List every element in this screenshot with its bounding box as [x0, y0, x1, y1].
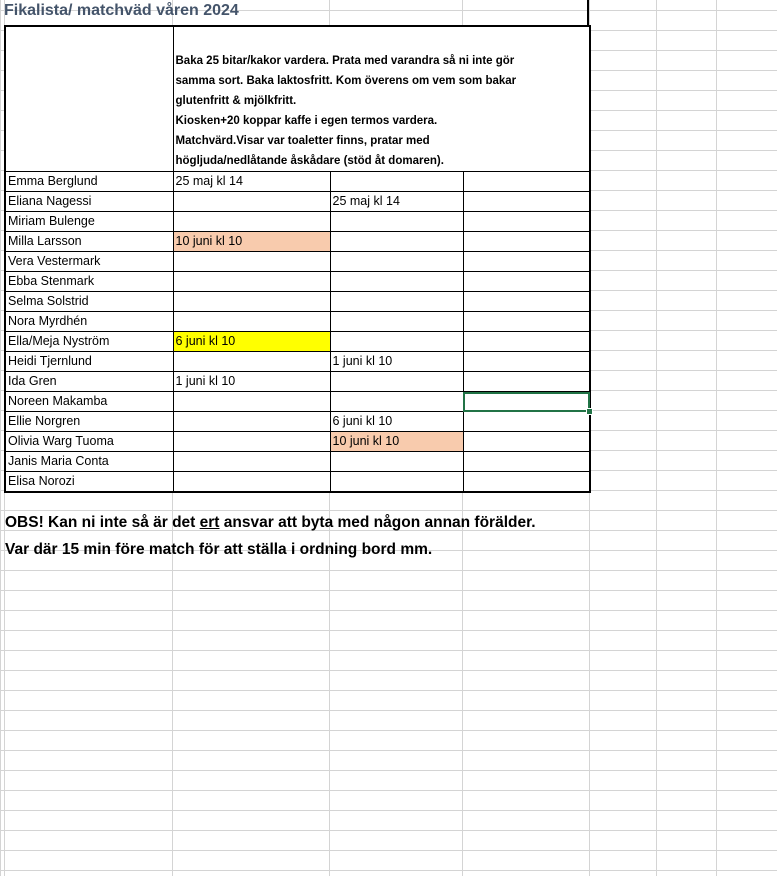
date-cell[interactable]: [173, 472, 330, 493]
date-cell[interactable]: [173, 292, 330, 312]
date-cell[interactable]: [330, 312, 463, 332]
table-header-row: [5, 26, 590, 172]
date-cell[interactable]: [330, 172, 463, 192]
instructions-cell[interactable]: [173, 26, 590, 172]
date-cell[interactable]: 10 juni kl 10: [330, 432, 463, 452]
date-cell[interactable]: [463, 172, 590, 192]
table-row: [5, 412, 590, 432]
table-row: [5, 352, 590, 372]
date-cell[interactable]: [330, 472, 463, 493]
date-cell[interactable]: [463, 432, 590, 452]
table-row: [5, 272, 590, 292]
date-cell[interactable]: [463, 252, 590, 272]
instruction-line: Kiosken+20 koppar kaffe i egen termos vardera.: [175, 115, 438, 127]
date-cell[interactable]: 10 juni kl 10: [173, 232, 330, 252]
name-cell[interactable]: Ida Gren: [5, 372, 173, 392]
instruction-line: samma sort. Baka laktosfritt. Kom överens om vem som bakar: [175, 75, 517, 87]
table-row: [5, 292, 590, 312]
date-cell[interactable]: [330, 212, 463, 232]
table-row: [5, 232, 590, 252]
date-cell[interactable]: [463, 412, 590, 432]
name-cell[interactable]: Olivia Warg Tuoma: [5, 432, 173, 452]
date-cell[interactable]: [463, 372, 590, 392]
header-cell-empty[interactable]: [5, 26, 173, 172]
note-line-1[interactable]: [5, 514, 536, 532]
cell-border: [587, 0, 589, 26]
gridline: [656, 0, 657, 876]
date-cell[interactable]: [173, 352, 330, 372]
date-cell[interactable]: [173, 272, 330, 292]
date-cell[interactable]: [173, 252, 330, 272]
date-cell[interactable]: [463, 332, 590, 352]
name-cell[interactable]: Miriam Bulenge: [5, 212, 173, 232]
date-cell[interactable]: [463, 232, 590, 252]
table-row: [5, 392, 590, 412]
name-cell[interactable]: Ellie Norgren: [5, 412, 173, 432]
sheet-title[interactable]: Fikalista/ matchväd våren 2024: [4, 2, 239, 19]
note-underlined-text: ert: [199, 514, 220, 531]
date-cell[interactable]: 6 juni kl 10: [173, 332, 330, 352]
fill-handle[interactable]: [586, 408, 593, 415]
date-cell[interactable]: [330, 452, 463, 472]
name-cell[interactable]: Janis Maria Conta: [5, 452, 173, 472]
date-cell[interactable]: [463, 272, 590, 292]
name-cell[interactable]: Milla Larsson: [5, 232, 173, 252]
table-row: [5, 452, 590, 472]
instruction-line: glutenfritt & mjölkfritt.: [175, 95, 297, 107]
date-cell[interactable]: [463, 192, 590, 212]
table-row: [5, 312, 590, 332]
instruction-line: Matchvärd.Visar var toaletter finns, pratar med: [175, 135, 430, 147]
name-cell[interactable]: Elisa Norozi: [5, 472, 173, 493]
date-cell[interactable]: [330, 252, 463, 272]
date-cell[interactable]: [330, 292, 463, 312]
table-row: [5, 432, 590, 452]
name-cell[interactable]: Noreen Makamba: [5, 392, 173, 412]
table-row: [5, 252, 590, 272]
table-row: [5, 332, 590, 352]
name-cell[interactable]: Emma Berglund: [5, 172, 173, 192]
date-cell[interactable]: [463, 212, 590, 232]
instruction-line: högljuda/nedlåtande åskådare (stöd åt domaren).: [175, 155, 444, 167]
name-cell[interactable]: Ebba Stenmark: [5, 272, 173, 292]
date-cell[interactable]: [330, 332, 463, 352]
name-cell[interactable]: Eliana Nagessi: [5, 192, 173, 212]
date-cell[interactable]: [463, 352, 590, 372]
note-text: ansvar att byta med någon annan förälder.: [219, 514, 536, 531]
selected-cell[interactable]: [463, 392, 590, 412]
table-row: [5, 172, 590, 192]
note-line-2[interactable]: Var där 15 min före match för att ställa i ordning bord mm.: [5, 541, 433, 558]
date-cell[interactable]: [173, 412, 330, 432]
name-cell[interactable]: Heidi Tjernlund: [5, 352, 173, 372]
date-cell[interactable]: [463, 312, 590, 332]
date-cell[interactable]: [330, 232, 463, 252]
note-text: OBS! Kan ni inte så är det: [5, 514, 200, 531]
date-cell[interactable]: [173, 192, 330, 212]
name-cell[interactable]: Selma Solstrid: [5, 292, 173, 312]
date-cell[interactable]: [173, 452, 330, 472]
name-cell[interactable]: Nora Myrdhén: [5, 312, 173, 332]
date-cell[interactable]: [463, 472, 590, 493]
date-cell[interactable]: [463, 452, 590, 472]
instruction-line: Baka 25 bitar/kakor vardera. Prata med varandra så ni inte gör: [175, 55, 515, 67]
date-cell[interactable]: [173, 212, 330, 232]
name-cell[interactable]: Vera Vestermark: [5, 252, 173, 272]
date-cell[interactable]: 1 juni kl 10: [330, 352, 463, 372]
date-cell[interactable]: 25 maj kl 14: [173, 172, 330, 192]
table-row: [5, 372, 590, 392]
date-cell[interactable]: 1 juni kl 10: [173, 372, 330, 392]
date-cell[interactable]: [173, 432, 330, 452]
table-row: [5, 472, 590, 493]
date-cell[interactable]: 6 juni kl 10: [330, 412, 463, 432]
table-row: [5, 212, 590, 232]
table-row: [5, 192, 590, 212]
date-cell[interactable]: [463, 292, 590, 312]
date-cell[interactable]: [173, 392, 330, 412]
date-cell[interactable]: [330, 272, 463, 292]
date-cell[interactable]: 25 maj kl 14: [330, 192, 463, 212]
gridline: [716, 0, 717, 876]
date-cell[interactable]: [330, 392, 463, 412]
name-cell[interactable]: Ella/Meja Nyström: [5, 332, 173, 352]
date-cell[interactable]: [173, 312, 330, 332]
schedule-table: [4, 25, 591, 493]
date-cell[interactable]: [330, 372, 463, 392]
